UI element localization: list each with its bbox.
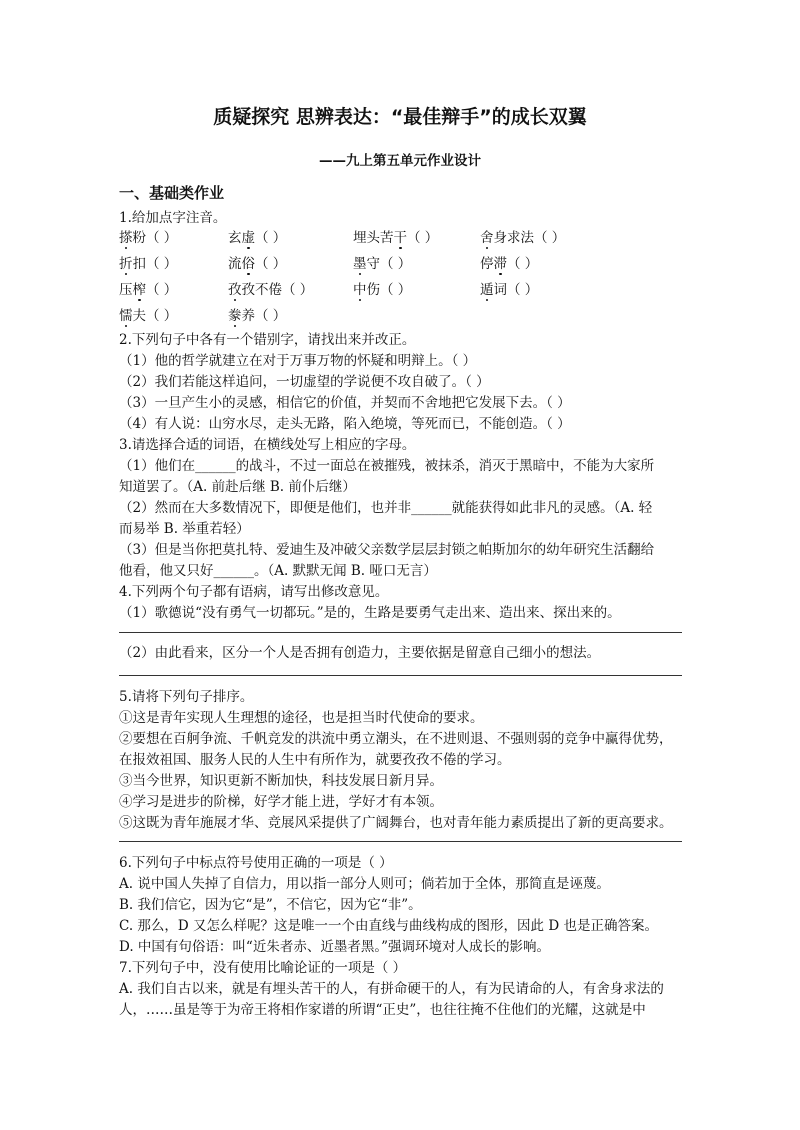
pinyin-word-item xyxy=(119,252,177,272)
word-suffix-blank[interactable]: 粉（ ） xyxy=(132,230,178,246)
pinyin-word-item xyxy=(480,278,538,298)
question-5-sentence: 在报效祖国、服务人民的人生中有所作为，就要孜孜不倦的学习。 xyxy=(119,752,511,768)
pinyin-word-item xyxy=(353,278,411,298)
question-6-option: D. 中国有句俗语：叫“近朱者赤、近墨者黑。”强调环境对人成长的影响。 xyxy=(119,939,550,955)
dotted-character: 滞 xyxy=(494,252,508,272)
word-suffix-blank[interactable]: 养（ ） xyxy=(241,308,287,324)
question-2-item: （1）他的哲学就建立在对于万事万物的怀疑和明辩上。（ ） xyxy=(119,353,477,369)
dotted-character: 懦 xyxy=(119,304,133,324)
word-suffix-blank[interactable]: 词（ ） xyxy=(493,282,539,298)
word-suffix-blank[interactable]: （ ） xyxy=(146,282,178,298)
question-3-line: （3）但是当你把莫扎特、爱迪生及冲破父亲数学层层封锁之帕斯加尔的幼年研究生活翻给 xyxy=(119,542,655,558)
pinyin-word-item xyxy=(119,226,177,246)
dotted-character: 干 xyxy=(394,226,408,246)
answer-line[interactable] xyxy=(119,675,682,676)
dotted-character: 俗 xyxy=(242,252,256,272)
question-3-line: 知道罢了。（A. 前赴后继 B. 前仆后继） xyxy=(119,479,356,495)
page-subtitle: ——九上第五单元作业设计 xyxy=(319,153,481,169)
question-5-sentence: ④学习是进步的阶梯，好学才能上进，学好才有本领。 xyxy=(119,794,443,810)
word-prefix: 压 xyxy=(119,282,133,298)
pinyin-word-item xyxy=(353,252,411,272)
question-6-prompt: 6.下列句子中标点符号使用正确的一项是（ ） xyxy=(119,855,393,871)
word-suffix-blank[interactable]: （ ） xyxy=(407,230,439,246)
question-3-line: （1）他们在______的战斗，不过一面总在被摧残，被抹杀，消灭于黑暗中，不能为大家所 xyxy=(119,458,655,474)
word-prefix: 停 xyxy=(480,256,494,272)
dotted-character: 舍 xyxy=(480,226,494,246)
question-3-prompt: 3.请选择合适的词语，在横线处写上相应的字母。 xyxy=(119,437,416,453)
dotted-character: 墨 xyxy=(353,252,367,272)
question-6-option: C. 那么，D 又怎么样呢？这是唯一一个由直线与曲线构成的图形，因此 D 也是正确答案。 xyxy=(119,918,658,934)
dotted-character: 中 xyxy=(353,278,367,298)
answer-line[interactable] xyxy=(119,841,682,842)
question-7-prompt: 7.下列句子中，没有使用比喻论证的一项是（ ） xyxy=(119,960,407,976)
dotted-character: 豢 xyxy=(228,304,242,324)
question-5-sentence: ①这是青年实现人生理想的途径，也是担当时代使命的要求。 xyxy=(119,710,484,726)
question-3-line: 而易举 B. 举重若轻） xyxy=(119,521,250,537)
word-suffix-blank[interactable]: 孜不倦（ ） xyxy=(241,282,314,298)
question-1-prompt: 1.给加点字注音。 xyxy=(119,210,227,226)
question-2-prompt: 2.下列句子中各有一个错别字，请找出来并改正。 xyxy=(119,332,416,348)
page-title: 质疑探究 思辨表达：“最佳辩手”的成长双翼 xyxy=(213,106,587,128)
word-prefix: 玄 xyxy=(228,230,242,246)
question-5-prompt: 5.请将下列句子排序。 xyxy=(119,689,254,705)
word-prefix: 埋头苦 xyxy=(353,230,394,246)
question-4-prompt: 4.下列两个句子都有语病，请写出修改意见。 xyxy=(119,584,389,600)
question-4-item: （1）歌德说“没有勇气一切都玩。”是的，生路是要勇气走出来、造出来、探出来的。 xyxy=(119,605,621,621)
word-suffix-blank[interactable]: 夫（ ） xyxy=(132,308,178,324)
word-suffix-blank[interactable]: （ ） xyxy=(255,230,287,246)
dotted-character: 搽 xyxy=(119,226,133,246)
pinyin-word-item xyxy=(353,226,438,246)
section-heading: 一、基础类作业 xyxy=(119,184,225,202)
dotted-character: 榨 xyxy=(133,278,147,298)
word-suffix-blank[interactable]: 扣（ ） xyxy=(132,256,178,272)
question-2-item: （2）我们若能这样追问，一切虚望的学说便不攻自破了。（ ） xyxy=(119,374,490,390)
question-7-line: A. 我们自古以来，就是有埋头苦干的人，有拼命硬干的人，有为民请命的人，有舍身求法的 xyxy=(119,981,664,997)
pinyin-word-item xyxy=(119,278,177,298)
pinyin-word-item xyxy=(228,304,286,324)
pinyin-word-item xyxy=(480,252,538,272)
dotted-character: 遁 xyxy=(480,278,494,298)
question-2-item: （3）一旦产生小的灵感，相信它的价值，并契而不舍地把它发展下去。（ ） xyxy=(119,395,571,411)
word-suffix-blank[interactable]: 身求法（ ） xyxy=(493,230,566,246)
question-2-item: （4）有人说：山穷水尽，走头无路，陷入绝境，等死而已，不能创造。（ ） xyxy=(119,416,571,432)
question-5-sentence: ⑤这既为青年施展才华、竞展风采提供了广阔舞台，也对青年能力素质提出了新的更高要求。 xyxy=(119,815,673,831)
question-7-line: 人，……虽是等于为帝王将相作家谱的所谓“正史”，也往往掩不住他们的光耀，这就是中 xyxy=(119,1002,646,1018)
word-suffix-blank[interactable]: （ ） xyxy=(255,256,287,272)
word-suffix-blank[interactable]: （ ） xyxy=(507,256,539,272)
answer-line[interactable] xyxy=(119,632,682,633)
pinyin-word-item xyxy=(228,226,286,246)
word-suffix-blank[interactable]: 伤（ ） xyxy=(366,282,412,298)
word-suffix-blank[interactable]: 守（ ） xyxy=(366,256,412,272)
pinyin-word-item xyxy=(480,226,565,246)
question-3-line: （2）然而在大多数情况下，即便是他们，也并非______就能获得如此非凡的灵感。（A. 轻 xyxy=(119,500,653,516)
dotted-character: 虚 xyxy=(242,226,256,246)
question-6-option: A. 说中国人失掉了自信力，用以指一部分人则可；倘若加于全体，那简直是诬蔑。 xyxy=(119,876,610,892)
question-4-item: （2）由此看来，区分一个人是否拥有创造力，主要依据是留意自己细小的想法。 xyxy=(119,645,601,661)
question-3-line: 他看，他又只好______。（A. 默默无闻 B. 哑口无言） xyxy=(119,563,437,579)
question-6-option: B. 我们信它，因为它“是”，不信它，因为它“非”。 xyxy=(119,897,422,913)
pinyin-word-item xyxy=(228,252,286,272)
question-5-sentence: ②要想在百舸争流、千帆竞发的洪流中勇立潮头，在不进则退、不强则弱的竞争中赢得优势， xyxy=(119,731,673,747)
dotted-character: 折 xyxy=(119,252,133,272)
word-prefix: 流 xyxy=(228,256,242,272)
question-5-sentence: ③当今世界，知识更新不断加快，科技发展日新月异。 xyxy=(119,773,443,789)
pinyin-word-item xyxy=(228,278,313,298)
dotted-character: 孜 xyxy=(228,278,242,298)
pinyin-word-item xyxy=(119,304,177,324)
